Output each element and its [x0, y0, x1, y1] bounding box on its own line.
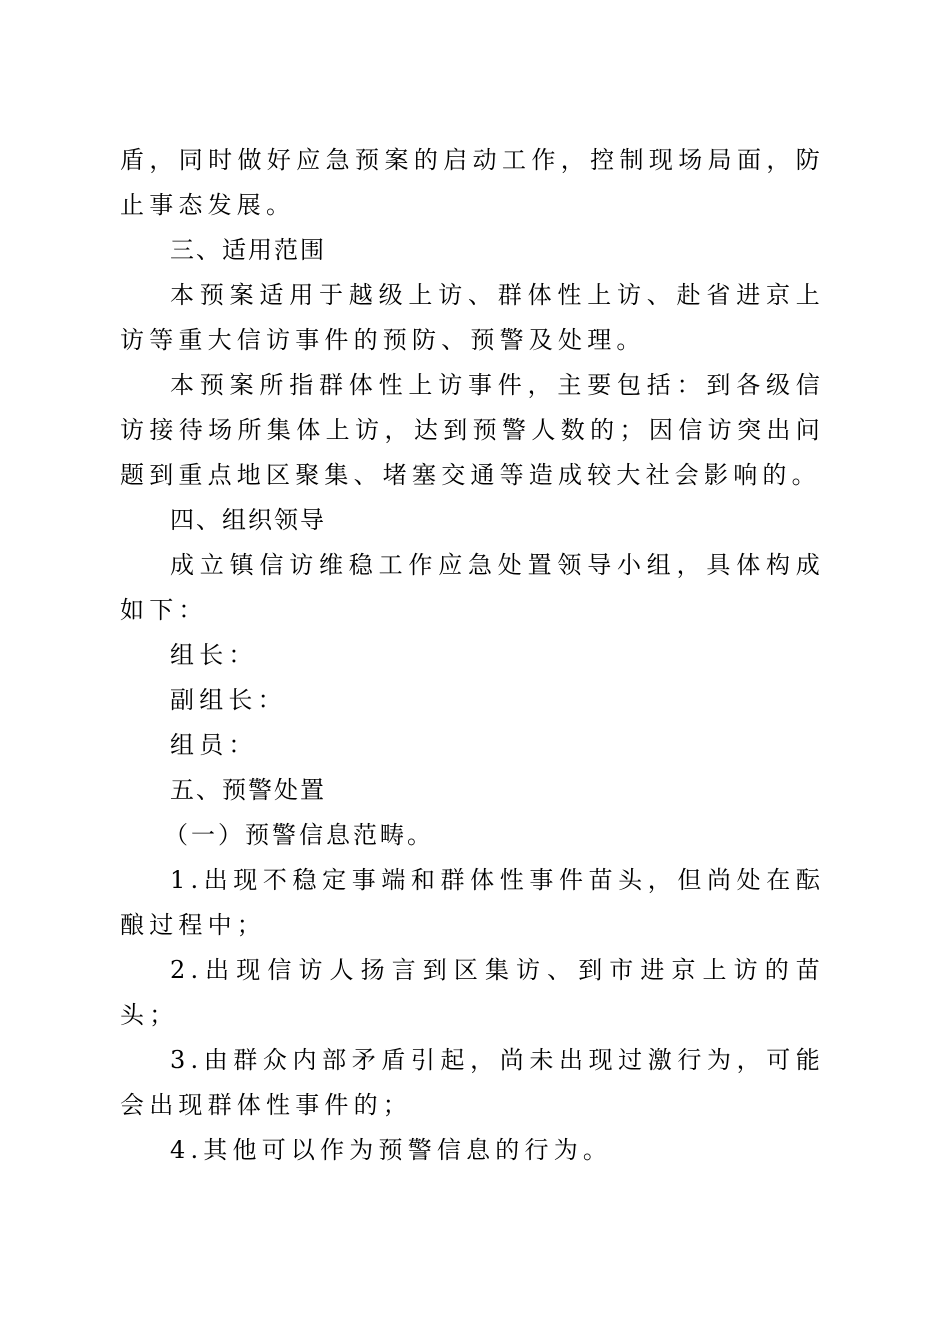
paragraph-scope-2: 本预案所指群体性上访事件，主要包括：到各级信访接待场所集体上访，达到预警人数的；因信访突出问题到重点地区聚集、堵塞交通等造成较大社会影响的。: [120, 371, 825, 489]
section-heading-scope: 三、适用范围: [170, 236, 326, 264]
paragraph-scope-1: 本预案适用于越级上访、群体性上访、赴省进京上访等重大信访事件的预防、预警及处理。: [120, 281, 825, 354]
section-heading-warning: 五、预警处置: [170, 776, 326, 804]
paragraph-continuation: 盾，同时做好应急预案的启动工作，控制现场局面，防止事态发展。: [120, 146, 825, 219]
list-item-warning-4: 4.其他可以作为预警信息的行为。: [170, 1136, 613, 1164]
paragraph-leader: 组长：: [170, 641, 258, 669]
section-heading-organization: 四、组织领导: [170, 506, 326, 534]
paragraph-members: 组员：: [170, 731, 258, 759]
paragraph-deputy-leader: 副组长：: [170, 686, 287, 714]
list-item-warning-3: 3.由群众内部矛盾引起，尚未出现过激行为，可能会出现群体性事件的；: [120, 1046, 825, 1119]
list-item-warning-2: 2.出现信访人扬言到区集访、到市进京上访的苗头；: [120, 956, 825, 1029]
list-item-warning-1: 1.出现不稳定事端和群体性事件苗头，但尚处在酝酿过程中；: [120, 866, 825, 939]
subheading-warning-scope: （一）预警信息范畴。: [164, 821, 434, 849]
paragraph-organization: 成立镇信访维稳工作应急处置领导小组，具体构成如下：: [120, 551, 825, 624]
document-page: [120, 138, 825, 1173]
